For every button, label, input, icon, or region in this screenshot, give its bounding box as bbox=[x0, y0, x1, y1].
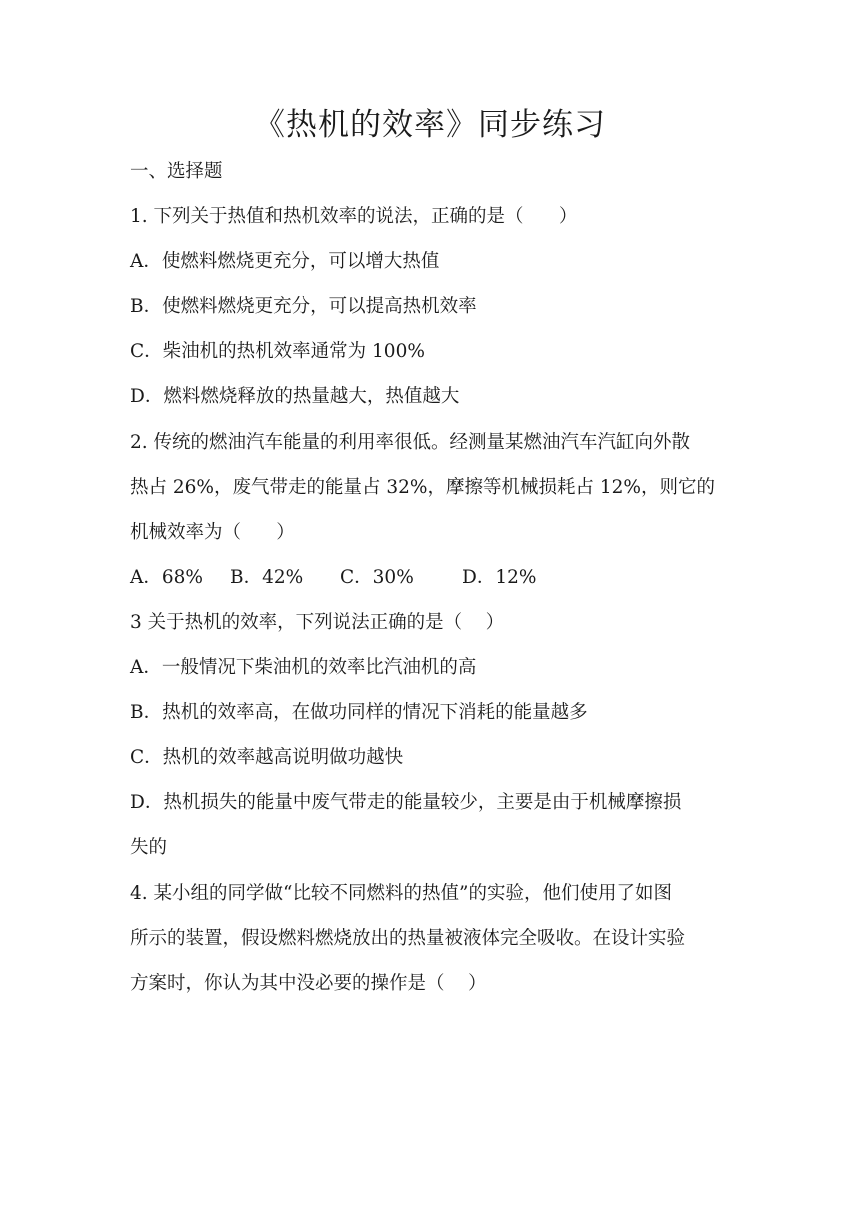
question-3-option-d-line-1: D．热机损失的能量中废气带走的能量较少，主要是由于机械摩擦损 bbox=[130, 792, 682, 813]
question-4-stem-line-1: 4. 某小组的同学做“比较不同燃料的热值”的实验，他们使用了如图 bbox=[130, 883, 672, 904]
question-3-stem: 3 关于热机的效率，下列说法正确的是（ ） bbox=[130, 612, 505, 633]
question-2-option-b: B．42% bbox=[230, 567, 304, 588]
question-2-option-d: D．12% bbox=[462, 567, 537, 588]
question-2-option-c: C．30% bbox=[340, 567, 414, 588]
question-1-stem: 1. 下列关于热值和热机效率的说法，正确的是（ ） bbox=[130, 206, 578, 227]
question-3-option-d-line-2: 失的 bbox=[130, 837, 168, 858]
question-3-option-b: B．热机的效率高，在做功同样的情况下消耗的能量越多 bbox=[130, 702, 588, 723]
question-4-stem-line-3: 方案时，你认为其中没必要的操作是（ ） bbox=[130, 973, 487, 994]
question-1-option-a: A．使燃料燃烧更充分，可以增大热值 bbox=[130, 251, 440, 272]
question-3-option-a: A．一般情况下柴油机的效率比汽油机的高 bbox=[130, 657, 477, 678]
question-2-stem-line-3: 机械效率为（ ） bbox=[130, 522, 295, 543]
question-2-option-a: A．68% bbox=[130, 567, 203, 588]
question-3-option-c: C．热机的效率越高说明做功越快 bbox=[130, 747, 404, 768]
section-heading: 一、选择题 bbox=[130, 161, 223, 182]
page-title: 《热机的效率》同步练习 bbox=[254, 107, 606, 143]
question-1-option-c: C．柴油机的热机效率通常为 100% bbox=[130, 341, 425, 362]
question-1-option-d: D．燃料燃烧释放的热量越大，热值越大 bbox=[130, 386, 460, 407]
question-2-stem-line-1: 2. 传统的燃油汽车能量的利用率很低。经测量某燃油汽车汽缸向外散 bbox=[130, 432, 691, 453]
question-4-stem-line-2: 所示的装置，假设燃料燃烧放出的热量被液体完全吸收。在设计实验 bbox=[130, 928, 686, 949]
question-2-stem-line-2: 热占 26%，废气带走的能量占 32%，摩擦等机械损耗占 12%，则它的 bbox=[130, 477, 716, 498]
question-1-option-b: B．使燃料燃烧更充分，可以提高热机效率 bbox=[130, 296, 477, 317]
